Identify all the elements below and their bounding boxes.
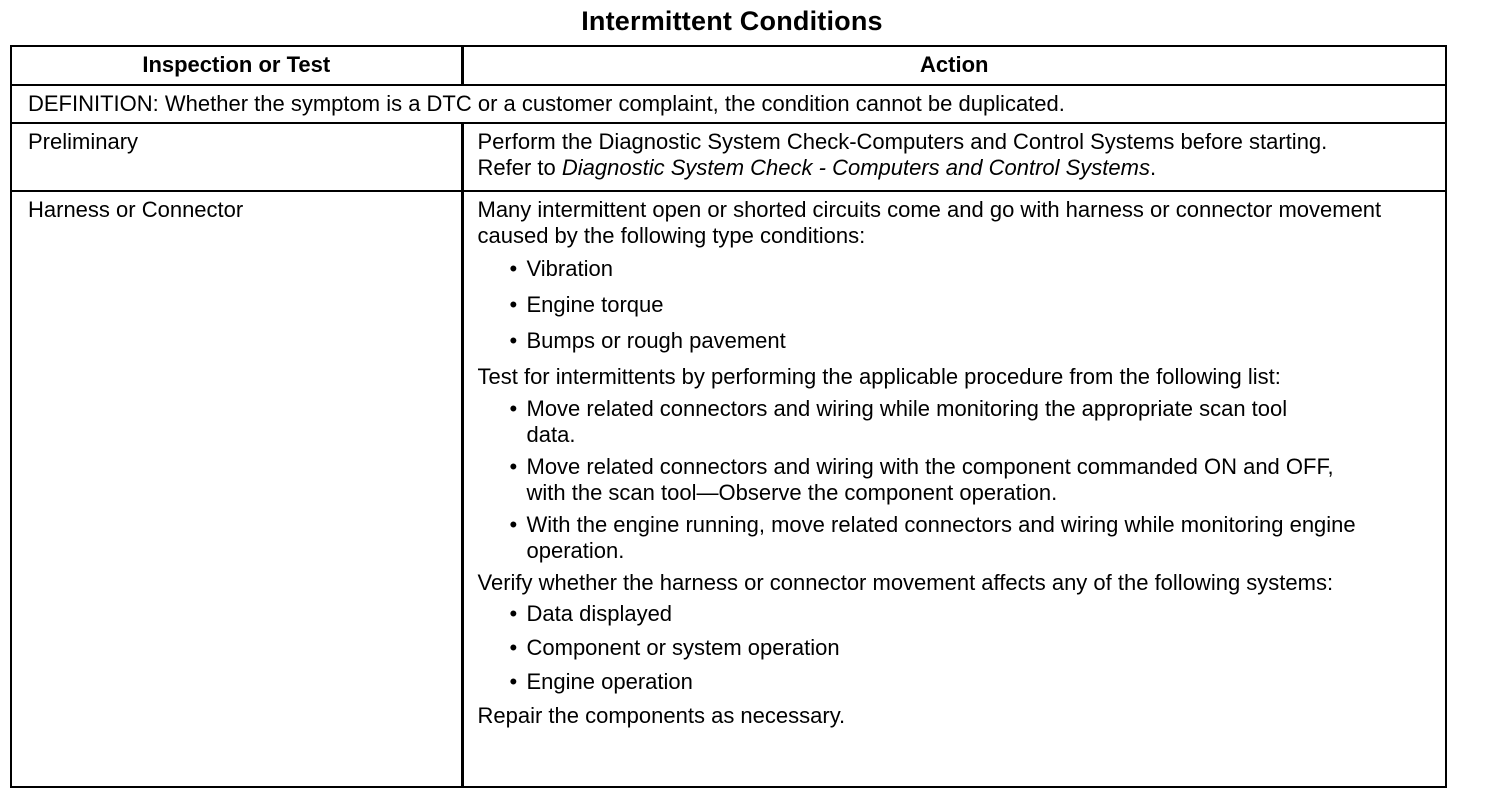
table-row	[11, 123, 1446, 191]
refer-link: Diagnostic System Check - Computers and Control Systems	[561, 155, 1150, 180]
header-inspection-or-test: Inspection or Test	[11, 46, 462, 85]
definition-row	[11, 85, 1446, 123]
list-item: • Engine operation	[510, 669, 1432, 695]
verify-intro: Verify whether the harness or connector movement affects any of the following systems:	[477, 570, 1334, 595]
harness-action	[462, 191, 1446, 787]
list-item: • Vibration	[510, 256, 1432, 282]
procedures-list	[478, 396, 1432, 564]
conditions-list	[478, 256, 1432, 354]
header-action: Action	[462, 46, 1446, 85]
list-item: • Engine torque	[510, 292, 1432, 318]
refer-suffix: .	[1149, 155, 1157, 180]
list-item: • Move related connectors and wiring with the component commanded ON and OFF, with the scan tool—Observe the component operation.	[510, 454, 1372, 506]
preliminary-refer	[478, 155, 1432, 181]
page-title: Intermittent Conditions	[581, 6, 883, 36]
intermittent-conditions-table	[10, 45, 1447, 788]
preliminary-action	[462, 123, 1446, 191]
table-row	[11, 191, 1446, 787]
preliminary-line: Perform the Diagnostic System Check-Computers and Control Systems before starting.	[477, 129, 1328, 154]
list-item: • Bumps or rough pavement	[510, 328, 1432, 354]
refer-prefix: Refer to	[477, 155, 562, 180]
systems-list	[478, 601, 1432, 695]
harness-label: Harness or Connector	[11, 191, 462, 787]
repair-text: Repair the components as necessary.	[477, 703, 846, 728]
list-item: • Move related connectors and wiring while monitoring the appropriate scan tool data.	[510, 396, 1372, 448]
test-intro: Test for intermittents by performing the applicable procedure from the following list:	[477, 364, 1281, 389]
preliminary-label: Preliminary	[11, 123, 462, 191]
definition-text: DEFINITION: Whether the symptom is a DTC or a customer complaint, the condition cannot be duplicated.	[11, 85, 1446, 123]
harness-intro: Many intermittent open or shorted circuits come and go with harness or connector movement caused by the following type conditions:	[477, 197, 1382, 248]
header-row	[11, 46, 1446, 85]
list-item: • Data displayed	[510, 601, 1432, 627]
list-item: • Component or system operation	[510, 635, 1432, 661]
list-item: • With the engine running, move related connectors and wiring while monitoring engine operation.	[510, 512, 1372, 564]
